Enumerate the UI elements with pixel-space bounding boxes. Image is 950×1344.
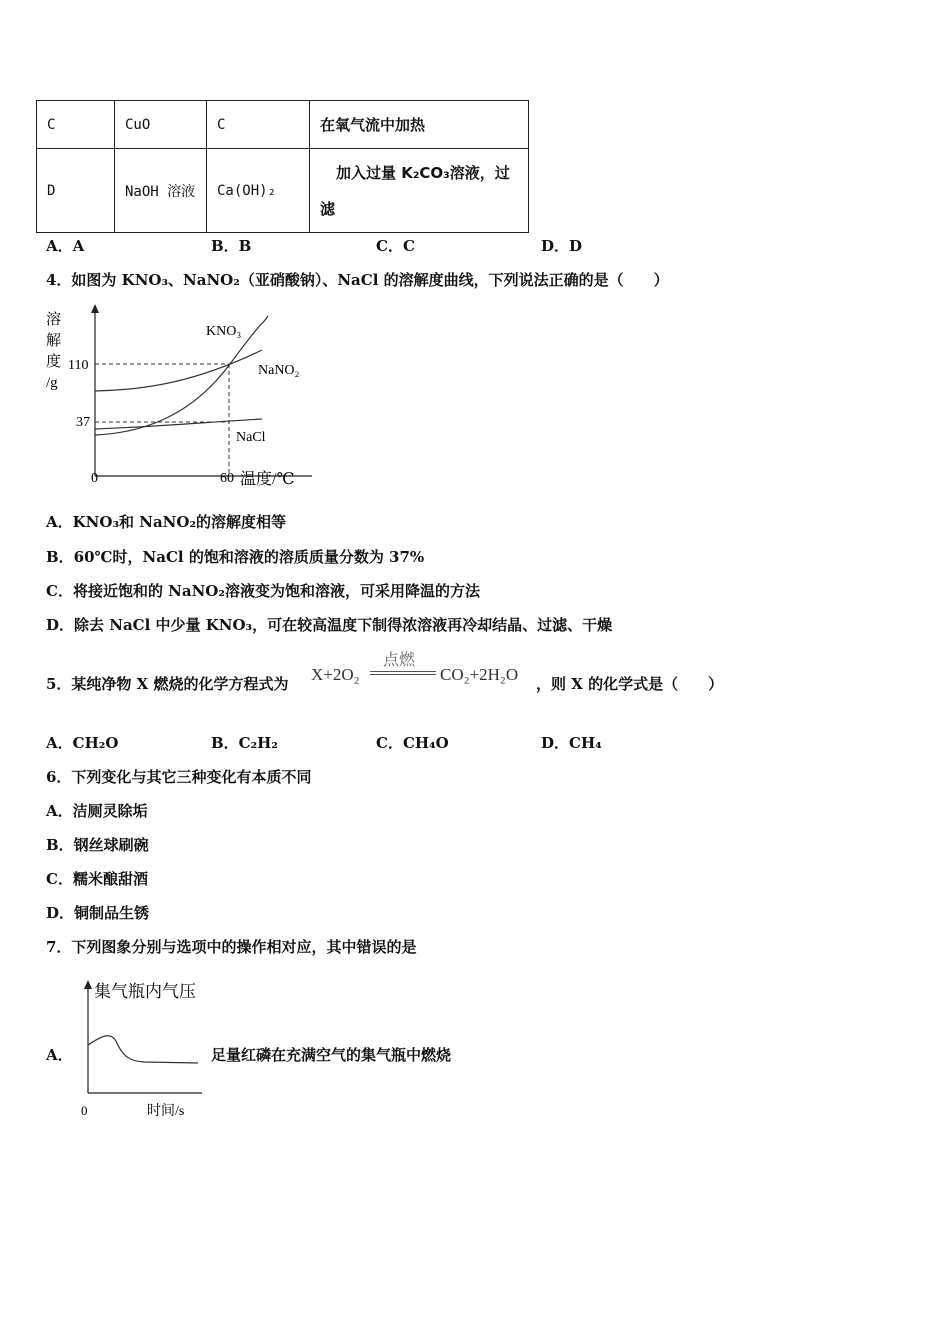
origin-label: 0 bbox=[81, 1103, 88, 1118]
q6-option-c: C．糯米酿甜酒 bbox=[46, 870, 148, 888]
q7-option-a-label: A． bbox=[46, 1046, 73, 1064]
table-row bbox=[37, 149, 529, 233]
y-tick-label: 110 bbox=[68, 358, 89, 373]
x-tick-label: 0 bbox=[91, 471, 98, 486]
equation-condition: 点燃 bbox=[383, 652, 416, 669]
q5-option-b: B．C₂H₂ bbox=[211, 734, 278, 752]
q5-question-prefix: 5．某纯净物 X 燃烧的化学方程式为 bbox=[46, 675, 289, 693]
q7-question-text: 7．下列图象分别与选项中的操作相对应，其中错误的是 bbox=[46, 938, 417, 956]
q4-option-c: C．将接近饱和的 NaNO₂溶液变为饱和溶液，可采用降温的方法 bbox=[46, 582, 480, 600]
table-cell-method: 加入过量 K₂CO₃溶液，过滤 bbox=[310, 149, 529, 233]
pressure-time-graph bbox=[72, 975, 207, 1125]
q6-option-a: A．洁厕灵除垢 bbox=[46, 802, 148, 820]
table-row bbox=[37, 101, 529, 149]
table-cell-impurity: C bbox=[207, 101, 310, 149]
y-axis-arrow bbox=[91, 304, 99, 313]
q5-option-d: D．CH₄ bbox=[541, 734, 602, 752]
q5-question-suffix: ，则 X 的化学式是（ ） bbox=[536, 675, 724, 693]
q5-option-c: C．CH₄O bbox=[376, 734, 449, 752]
reagent-table bbox=[36, 100, 529, 233]
y-axis-arrow bbox=[84, 980, 92, 989]
q4-option-d: D．除去 NaCl 中少量 KNO₃，可在较高温度下制得浓溶液再冷却结晶、过滤、干燥 bbox=[46, 616, 613, 634]
ylabel-char: 度 bbox=[46, 354, 62, 370]
q4-option-a: A．KNO₃和 NaNO₂的溶解度相等 bbox=[46, 513, 287, 531]
x-axis-label: 时间/s bbox=[147, 1104, 185, 1119]
y-axis-label: 集气瓶内气压 bbox=[94, 982, 196, 1001]
curve-label-nacl: NaCl bbox=[236, 430, 266, 445]
table-cell-substance: CuO bbox=[115, 101, 207, 149]
y-tick-label: 37 bbox=[76, 415, 90, 430]
q3-option-a: A．A bbox=[46, 237, 85, 255]
nano2-curve bbox=[95, 350, 262, 391]
solubility-chart bbox=[40, 298, 320, 493]
q3-option-d: D．D bbox=[541, 237, 583, 255]
table-cell-label: C bbox=[37, 101, 115, 149]
kno3-curve bbox=[95, 316, 268, 435]
q6-question-text: 6．下列变化与其它三种变化有本质不同 bbox=[46, 768, 312, 786]
curve-label-kno3: KNO₃ bbox=[206, 324, 242, 339]
q4-question-text: 4．如图为 KNO₃、NaNO₂（亚硝酸钠）、NaCl 的溶解度曲线，下列说法正确的是（ ） bbox=[46, 271, 669, 289]
curve-label-nano2: NaNO₂ bbox=[258, 363, 300, 378]
x-axis-label: 温度/℃ bbox=[240, 471, 295, 488]
q5-option-a: A．CH₂O bbox=[46, 734, 119, 752]
equation-left: X+2O₂ bbox=[311, 665, 360, 684]
table-cell-impurity: Ca(OH)₂ bbox=[207, 149, 310, 233]
table-cell-method: 在氧气流中加热 bbox=[310, 101, 529, 149]
q3-option-b: B．B bbox=[211, 237, 252, 255]
pressure-curve bbox=[88, 1036, 198, 1063]
x-tick-label: 60 bbox=[220, 471, 234, 486]
q3-option-c: C．C bbox=[376, 237, 415, 255]
table-cell-label: D bbox=[37, 149, 115, 233]
ylabel-char: 溶 bbox=[46, 312, 62, 328]
q6-option-b: B．钢丝球刷碗 bbox=[46, 836, 149, 854]
equation-right: CO₂+2H₂O bbox=[440, 665, 519, 684]
q6-option-d: D．铜制品生锈 bbox=[46, 904, 150, 922]
nacl-curve bbox=[95, 419, 262, 429]
q4-option-b: B．60℃时，NaCl 的饱和溶液的溶质质量分数为 37% bbox=[46, 548, 425, 566]
ylabel-char: /g bbox=[46, 375, 58, 391]
table-cell-substance: NaOH 溶液 bbox=[115, 149, 207, 233]
equation-equal-sign bbox=[370, 671, 436, 675]
ylabel-char: 解 bbox=[46, 333, 62, 349]
q7-option-a-text: 足量红磷在充满空气的集气瓶中燃烧 bbox=[211, 1046, 452, 1064]
